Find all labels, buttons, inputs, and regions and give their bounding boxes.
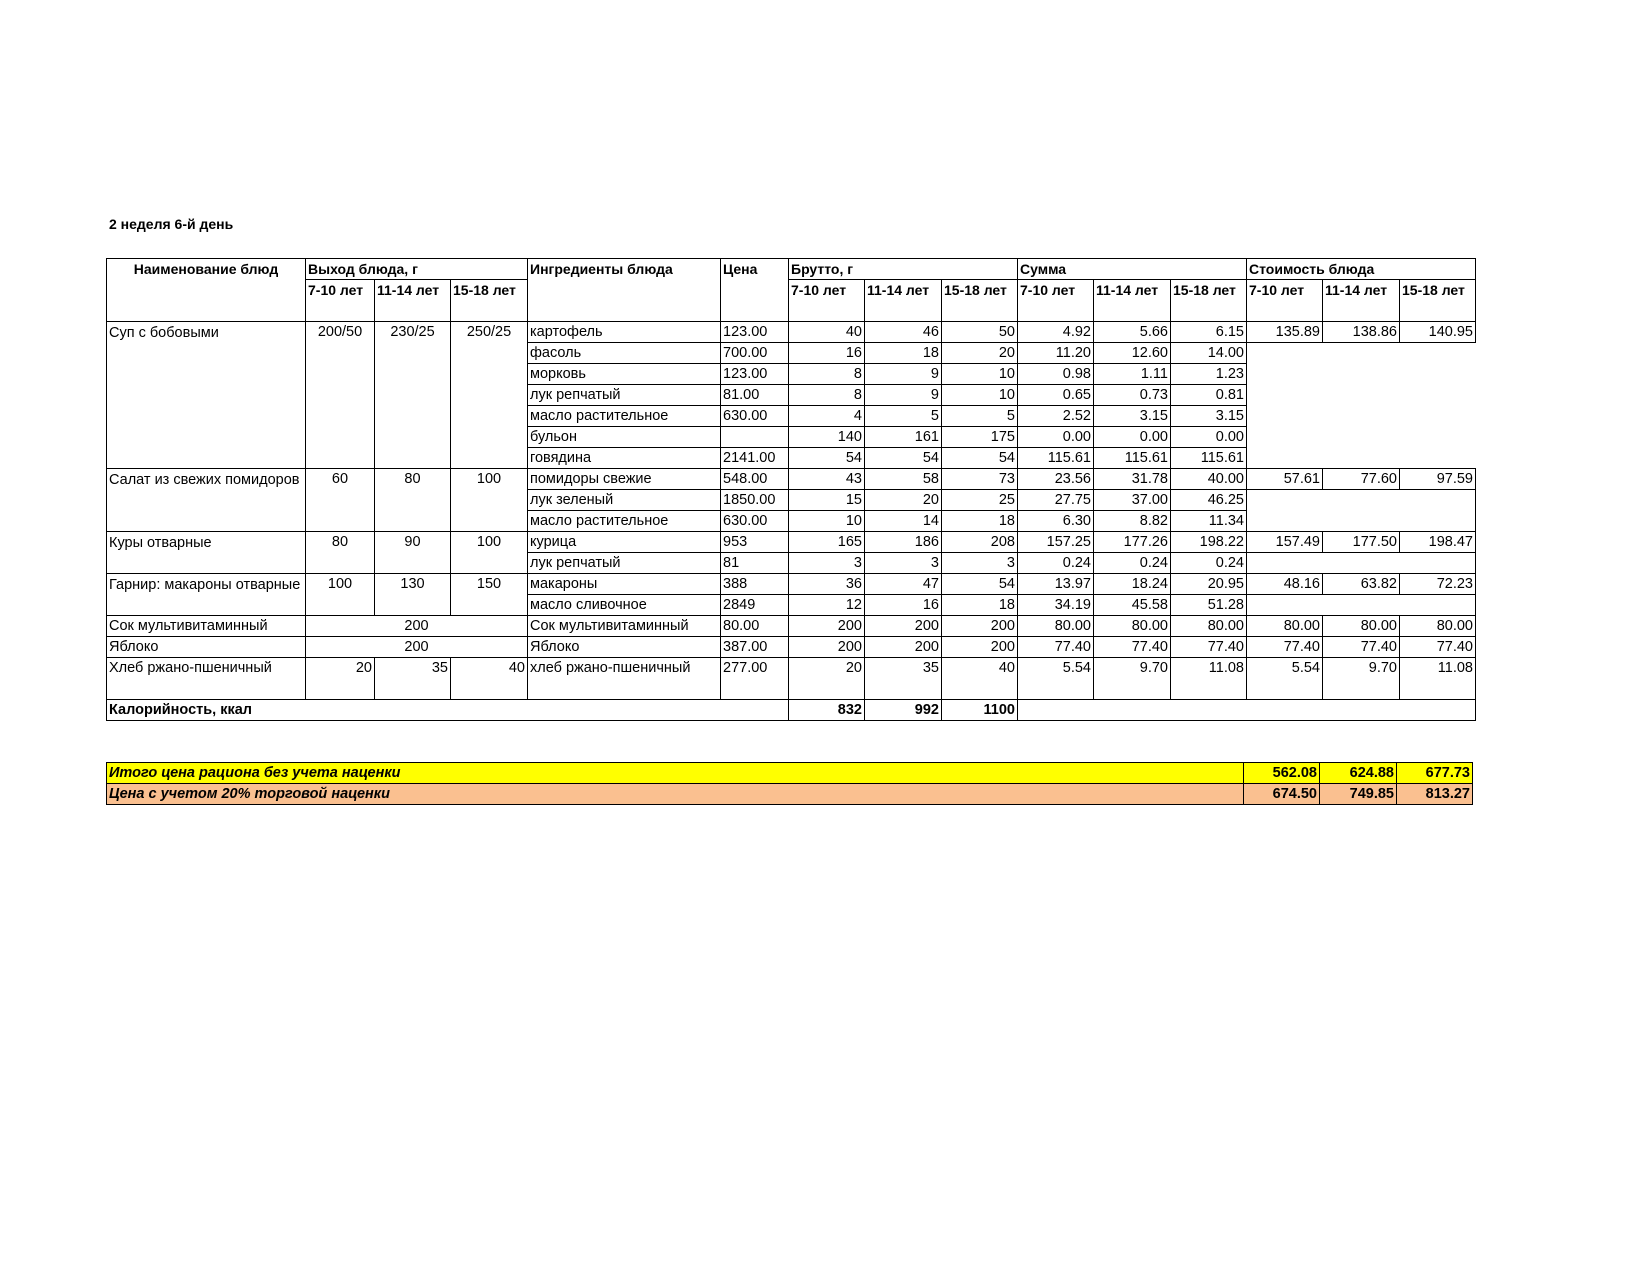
dish-cost: 77.40 xyxy=(1400,637,1476,658)
dish-cost: 63.82 xyxy=(1323,574,1400,595)
header-age: 7-10 лет xyxy=(1018,280,1094,322)
dish-name: Яблоко xyxy=(107,637,306,658)
sum-value: 198.22 xyxy=(1171,532,1247,553)
brutto-value: 54 xyxy=(865,448,942,469)
total-base-value: 677.73 xyxy=(1397,763,1473,784)
ingredient-price: 387.00 xyxy=(721,637,789,658)
sum-value: 37.00 xyxy=(1094,490,1171,511)
sum-value: 40.00 xyxy=(1171,469,1247,490)
dish-output: 80 xyxy=(306,532,375,574)
dish-output: 200/50 xyxy=(306,322,375,469)
total-markup-value: 674.50 xyxy=(1244,784,1320,805)
ingredient-name: лук зеленый xyxy=(528,490,721,511)
sum-value: 0.24 xyxy=(1171,553,1247,574)
dish-cost: 140.95 xyxy=(1400,322,1476,343)
dish-output: 80 xyxy=(375,469,451,532)
brutto-value: 12 xyxy=(789,595,865,616)
ingredient-price xyxy=(721,427,789,448)
brutto-value: 3 xyxy=(865,553,942,574)
calories-value: 992 xyxy=(865,700,942,721)
sum-value: 0.00 xyxy=(1171,427,1247,448)
brutto-value: 35 xyxy=(865,658,942,700)
header-sum: Сумма xyxy=(1018,259,1247,280)
sum-value: 0.98 xyxy=(1018,364,1094,385)
dish-name: Салат из свежих помидоров xyxy=(107,469,306,532)
brutto-value: 10 xyxy=(789,511,865,532)
sum-value: 5.54 xyxy=(1018,658,1094,700)
dish-output: 200 xyxy=(306,637,528,658)
sum-value: 23.56 xyxy=(1018,469,1094,490)
ingredient-price: 388 xyxy=(721,574,789,595)
dish-output: 200 xyxy=(306,616,528,637)
brutto-value: 50 xyxy=(942,322,1018,343)
brutto-value: 8 xyxy=(789,385,865,406)
dish-name: Суп с бобовыми xyxy=(107,322,306,469)
sum-value: 115.61 xyxy=(1171,448,1247,469)
header-age: 11-14 лет xyxy=(865,280,942,322)
dish-cost: 9.70 xyxy=(1323,658,1400,700)
header-ages-row xyxy=(107,280,1476,322)
ingredient-name: фасоль xyxy=(528,343,721,364)
header-row xyxy=(107,259,1476,280)
sum-value: 2.52 xyxy=(1018,406,1094,427)
sum-value: 34.19 xyxy=(1018,595,1094,616)
header-brutto: Брутто, г xyxy=(789,259,1018,280)
brutto-value: 54 xyxy=(789,448,865,469)
dish-output: 230/25 xyxy=(375,322,451,469)
table-row xyxy=(107,322,1476,343)
brutto-value: 18 xyxy=(942,595,1018,616)
sum-value: 14.00 xyxy=(1171,343,1247,364)
dish-name: Куры отварные xyxy=(107,532,306,574)
dish-cost: 72.23 xyxy=(1400,574,1476,595)
sum-value: 115.61 xyxy=(1018,448,1094,469)
table-row xyxy=(107,574,1476,595)
ingredient-price: 1850.00 xyxy=(721,490,789,511)
dish-cost: 97.59 xyxy=(1400,469,1476,490)
dish-output: 100 xyxy=(306,574,375,616)
total-markup-value: 749.85 xyxy=(1320,784,1397,805)
dish-output: 250/25 xyxy=(451,322,528,469)
brutto-value: 20 xyxy=(942,343,1018,364)
total-base-row xyxy=(107,763,1473,784)
calories-label: Калорийность, ккал xyxy=(107,700,789,721)
dish-cost: 177.50 xyxy=(1323,532,1400,553)
header-age: 11-14 лет xyxy=(375,280,451,322)
brutto-value: 16 xyxy=(865,595,942,616)
dish-name: Хлеб ржано-пшеничный xyxy=(107,658,306,700)
sum-value: 6.30 xyxy=(1018,511,1094,532)
brutto-value: 54 xyxy=(942,448,1018,469)
dish-output: 100 xyxy=(451,469,528,532)
sum-value: 0.24 xyxy=(1094,553,1171,574)
sum-value: 9.70 xyxy=(1094,658,1171,700)
brutto-value: 15 xyxy=(789,490,865,511)
dish-cost: 135.89 xyxy=(1247,322,1323,343)
sum-value: 0.00 xyxy=(1094,427,1171,448)
total-base-value: 624.88 xyxy=(1320,763,1397,784)
cost-blank xyxy=(1247,553,1476,574)
sum-value: 51.28 xyxy=(1171,595,1247,616)
brutto-value: 43 xyxy=(789,469,865,490)
dish-cost: 80.00 xyxy=(1247,616,1323,637)
sum-value: 177.26 xyxy=(1094,532,1171,553)
sum-value: 18.24 xyxy=(1094,574,1171,595)
brutto-value: 20 xyxy=(789,658,865,700)
sum-value: 31.78 xyxy=(1094,469,1171,490)
ingredient-price: 630.00 xyxy=(721,406,789,427)
calories-row xyxy=(107,700,1476,721)
header-age: 7-10 лет xyxy=(789,280,865,322)
brutto-value: 5 xyxy=(865,406,942,427)
sum-value: 5.66 xyxy=(1094,322,1171,343)
sum-value: 13.97 xyxy=(1018,574,1094,595)
ingredient-price: 2141.00 xyxy=(721,448,789,469)
brutto-value: 186 xyxy=(865,532,942,553)
header-age: 7-10 лет xyxy=(1247,280,1323,322)
brutto-value: 5 xyxy=(942,406,1018,427)
dish-output: 60 xyxy=(306,469,375,532)
brutto-value: 200 xyxy=(865,637,942,658)
brutto-value: 36 xyxy=(789,574,865,595)
ingredient-price: 123.00 xyxy=(721,322,789,343)
ingredient-name: масло растительное xyxy=(528,511,721,532)
ingredient-name: бульон xyxy=(528,427,721,448)
brutto-value: 14 xyxy=(865,511,942,532)
brutto-value: 200 xyxy=(865,616,942,637)
dish-cost: 48.16 xyxy=(1247,574,1323,595)
brutto-value: 54 xyxy=(942,574,1018,595)
page-title: 2 неделя 6-й день xyxy=(109,216,234,232)
brutto-value: 200 xyxy=(942,637,1018,658)
brutto-value: 8 xyxy=(789,364,865,385)
brutto-value: 18 xyxy=(865,343,942,364)
ingredient-name: говядина xyxy=(528,448,721,469)
brutto-value: 40 xyxy=(789,322,865,343)
sum-value: 0.73 xyxy=(1094,385,1171,406)
dish-output: 20 xyxy=(306,658,375,700)
total-markup-row xyxy=(107,784,1473,805)
total-base-value: 562.08 xyxy=(1244,763,1320,784)
cost-blank xyxy=(1247,343,1476,469)
sum-value: 80.00 xyxy=(1018,616,1094,637)
ingredient-price: 81 xyxy=(721,553,789,574)
ingredient-name: морковь xyxy=(528,364,721,385)
sum-value: 11.20 xyxy=(1018,343,1094,364)
ingredient-name: лук репчатый xyxy=(528,553,721,574)
header-output: Выход блюда, г xyxy=(306,259,528,280)
brutto-value: 18 xyxy=(942,511,1018,532)
ingredient-price: 123.00 xyxy=(721,364,789,385)
dish-cost: 11.08 xyxy=(1400,658,1476,700)
header-cost: Стоимость блюда xyxy=(1247,259,1476,280)
dish-name: Сок мультивитаминный xyxy=(107,616,306,637)
brutto-value: 47 xyxy=(865,574,942,595)
ingredient-name: хлеб ржано-пшеничный xyxy=(528,658,721,700)
ingredient-price: 548.00 xyxy=(721,469,789,490)
sum-value: 3.15 xyxy=(1171,406,1247,427)
brutto-value: 200 xyxy=(789,616,865,637)
ingredient-name: курица xyxy=(528,532,721,553)
dish-cost: 157.49 xyxy=(1247,532,1323,553)
brutto-value: 16 xyxy=(789,343,865,364)
sum-value: 80.00 xyxy=(1171,616,1247,637)
ingredient-name: Яблоко xyxy=(528,637,721,658)
sum-value: 80.00 xyxy=(1094,616,1171,637)
dish-cost: 57.61 xyxy=(1247,469,1323,490)
brutto-value: 175 xyxy=(942,427,1018,448)
table-row xyxy=(107,616,1476,637)
ingredient-price: 700.00 xyxy=(721,343,789,364)
dish-cost: 77.40 xyxy=(1247,637,1323,658)
dish-output: 90 xyxy=(375,532,451,574)
brutto-value: 165 xyxy=(789,532,865,553)
brutto-value: 4 xyxy=(789,406,865,427)
ingredient-price: 630.00 xyxy=(721,511,789,532)
ingredient-name: масло сливочное xyxy=(528,595,721,616)
sum-value: 11.08 xyxy=(1171,658,1247,700)
dish-output: 100 xyxy=(451,532,528,574)
brutto-value: 58 xyxy=(865,469,942,490)
sum-value: 46.25 xyxy=(1171,490,1247,511)
ingredient-name: лук репчатый xyxy=(528,385,721,406)
ingredient-price: 80.00 xyxy=(721,616,789,637)
sum-value: 4.92 xyxy=(1018,322,1094,343)
ingredient-name: картофель xyxy=(528,322,721,343)
brutto-value: 3 xyxy=(942,553,1018,574)
dish-cost: 138.86 xyxy=(1323,322,1400,343)
sum-value: 1.11 xyxy=(1094,364,1171,385)
header-ingredients: Ингредиенты блюда xyxy=(528,259,721,322)
sum-value: 6.15 xyxy=(1171,322,1247,343)
sum-value: 20.95 xyxy=(1171,574,1247,595)
table-row xyxy=(107,637,1476,658)
table-row xyxy=(107,658,1476,700)
dish-cost: 77.40 xyxy=(1323,637,1400,658)
ingredient-price: 81.00 xyxy=(721,385,789,406)
ingredient-price: 953 xyxy=(721,532,789,553)
menu-table xyxy=(106,258,1476,721)
sum-value: 1.23 xyxy=(1171,364,1247,385)
ingredient-price: 277.00 xyxy=(721,658,789,700)
sum-value: 11.34 xyxy=(1171,511,1247,532)
totals-table xyxy=(106,762,1473,805)
sum-value: 45.58 xyxy=(1094,595,1171,616)
brutto-value: 46 xyxy=(865,322,942,343)
ingredient-price: 2849 xyxy=(721,595,789,616)
brutto-value: 25 xyxy=(942,490,1018,511)
cost-blank xyxy=(1247,595,1476,616)
sum-value: 77.40 xyxy=(1018,637,1094,658)
brutto-value: 40 xyxy=(942,658,1018,700)
dish-cost: 77.60 xyxy=(1323,469,1400,490)
dish-output: 40 xyxy=(451,658,528,700)
calories-value: 1100 xyxy=(942,700,1018,721)
header-age: 15-18 лет xyxy=(1400,280,1476,322)
table-row xyxy=(107,469,1476,490)
sum-value: 0.81 xyxy=(1171,385,1247,406)
sum-value: 157.25 xyxy=(1018,532,1094,553)
total-markup-label: Цена с учетом 20% торговой наценки xyxy=(107,784,1244,805)
total-markup-value: 813.27 xyxy=(1397,784,1473,805)
ingredient-name: помидоры свежие xyxy=(528,469,721,490)
brutto-value: 10 xyxy=(942,385,1018,406)
table-row xyxy=(107,532,1476,553)
brutto-value: 9 xyxy=(865,385,942,406)
brutto-value: 200 xyxy=(942,616,1018,637)
calories-value: 832 xyxy=(789,700,865,721)
total-base-label: Итого цена рациона без учета наценки xyxy=(107,763,1244,784)
dish-cost: 5.54 xyxy=(1247,658,1323,700)
sum-value: 27.75 xyxy=(1018,490,1094,511)
brutto-value: 20 xyxy=(865,490,942,511)
calories-blank xyxy=(1018,700,1476,721)
ingredient-name: Сок мультивитаминный xyxy=(528,616,721,637)
dish-cost: 80.00 xyxy=(1400,616,1476,637)
header-age: 11-14 лет xyxy=(1094,280,1171,322)
dish-cost: 198.47 xyxy=(1400,532,1476,553)
dish-name: Гарнир: макароны отварные xyxy=(107,574,306,616)
dish-cost: 80.00 xyxy=(1323,616,1400,637)
brutto-value: 208 xyxy=(942,532,1018,553)
sum-value: 115.61 xyxy=(1094,448,1171,469)
header-dish-name: Наименование блюд xyxy=(107,259,306,322)
dish-output: 150 xyxy=(451,574,528,616)
header-price: Цена xyxy=(721,259,789,322)
sum-value: 0.65 xyxy=(1018,385,1094,406)
sum-value: 77.40 xyxy=(1094,637,1171,658)
header-age: 15-18 лет xyxy=(1171,280,1247,322)
brutto-value: 3 xyxy=(789,553,865,574)
brutto-value: 9 xyxy=(865,364,942,385)
header-age: 7-10 лет xyxy=(306,280,375,322)
header-age: 11-14 лет xyxy=(1323,280,1400,322)
header-age: 15-18 лет xyxy=(942,280,1018,322)
sum-value: 0.24 xyxy=(1018,553,1094,574)
sum-value: 8.82 xyxy=(1094,511,1171,532)
ingredient-name: масло растительное xyxy=(528,406,721,427)
brutto-value: 200 xyxy=(789,637,865,658)
dish-output: 35 xyxy=(375,658,451,700)
cost-blank xyxy=(1247,490,1476,532)
dish-output: 130 xyxy=(375,574,451,616)
sum-value: 77.40 xyxy=(1171,637,1247,658)
sum-value: 3.15 xyxy=(1094,406,1171,427)
brutto-value: 73 xyxy=(942,469,1018,490)
sum-value: 0.00 xyxy=(1018,427,1094,448)
sum-value: 12.60 xyxy=(1094,343,1171,364)
header-age: 15-18 лет xyxy=(451,280,528,322)
brutto-value: 140 xyxy=(789,427,865,448)
brutto-value: 161 xyxy=(865,427,942,448)
ingredient-name: макароны xyxy=(528,574,721,595)
brutto-value: 10 xyxy=(942,364,1018,385)
